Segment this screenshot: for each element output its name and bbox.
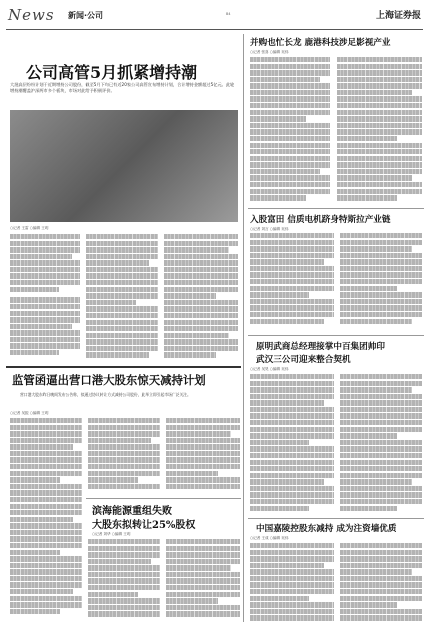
- mid-story-deck: 营口港大股东昨日晚间发布公告称，拟通过协议转让方式减持公司股份，此举立即引起市场广泛关注。: [20, 392, 191, 397]
- bottom-right-byline: ○记者 王成 ○编辑 吴伟: [250, 536, 289, 540]
- masthead-brand: News: [8, 6, 55, 24]
- lower-story-col-2: [166, 539, 240, 622]
- top-story-col-2: [86, 234, 158, 362]
- section-rule: [6, 366, 241, 368]
- lower-story-headline: 滨海能源重组失败: [92, 506, 172, 517]
- top-story-headline: 公司高管5月抓紧增持潮: [26, 63, 198, 82]
- right-mid-col-2: [340, 233, 422, 331]
- divider-rule: [86, 498, 241, 499]
- right-top-col-2: [337, 57, 422, 207]
- mid-story-col-2: [88, 418, 160, 496]
- top-story-byline: ○记者 王雷 ○编辑 王玥: [10, 226, 49, 230]
- bottom-right-col-1: [250, 543, 334, 622]
- section-title: 新闻·公司: [68, 11, 104, 20]
- edition-tag: B4: [226, 12, 231, 16]
- mid-story-headline: 监管函逼出营口港大股东惊天减持计划: [12, 373, 206, 387]
- right-top-byline: ○记者 张喜 ○编辑 吴伟: [250, 50, 289, 54]
- mid-story-col-3: [166, 418, 240, 496]
- right-mid-byline: ○记者 刘言 ○编辑 吴伟: [250, 227, 289, 231]
- top-story-deck: 大批高层纷纷计划于近期增持公司股份，截至5月下旬已有近20家公司高管宣布增持计划，合计增持金额超过5亿元。此轮增持潮覆盖沪深两市多个板块，市场对此给予积极评价。: [10, 82, 235, 93]
- top-story-col-1: [10, 234, 80, 362]
- divider-rule: [248, 208, 424, 209]
- right-lower-byline: ○记者 吴昊 ○编辑 吴伟: [250, 367, 289, 371]
- divider-rule: [248, 518, 424, 519]
- masthead: [6, 4, 423, 30]
- column-divider: [243, 34, 244, 622]
- right-top-col-1: [250, 57, 330, 207]
- bottom-right-headline: 中国嘉陵控股东减持 成为注资墙优质: [256, 524, 397, 534]
- right-mid-headline: 入股富田 信质电机跻身特斯拉产业链: [250, 215, 391, 225]
- right-lower-headline: 原明武商总经理接掌中百集团帅印: [256, 342, 385, 352]
- divider-rule: [248, 335, 424, 336]
- right-top-headline: 并购也忙长龙 鹿港科技涉足影视产业: [250, 38, 391, 48]
- right-mid-col-1: [250, 233, 334, 331]
- right-lower-col-2: [340, 374, 422, 518]
- top-story-photo: [10, 110, 238, 222]
- newspaper-logo: 上海证券报: [375, 11, 421, 21]
- lower-story-byline: ○记者 刘华 ○编辑 王玥: [92, 532, 131, 536]
- lower-story-headline-2: 大股东拟转让25%股权: [92, 520, 196, 531]
- right-lower-headline-2: 武汉三公司迎来整合契机: [256, 355, 351, 365]
- mid-story-col-1: [10, 418, 82, 620]
- right-lower-col-1: [250, 374, 334, 518]
- mid-story-byline: ○记者 吴振 ○编辑 王玥: [10, 411, 49, 415]
- lower-story-col-1: [88, 539, 160, 622]
- bottom-right-col-2: [340, 543, 422, 622]
- top-story-col-3: [164, 234, 238, 362]
